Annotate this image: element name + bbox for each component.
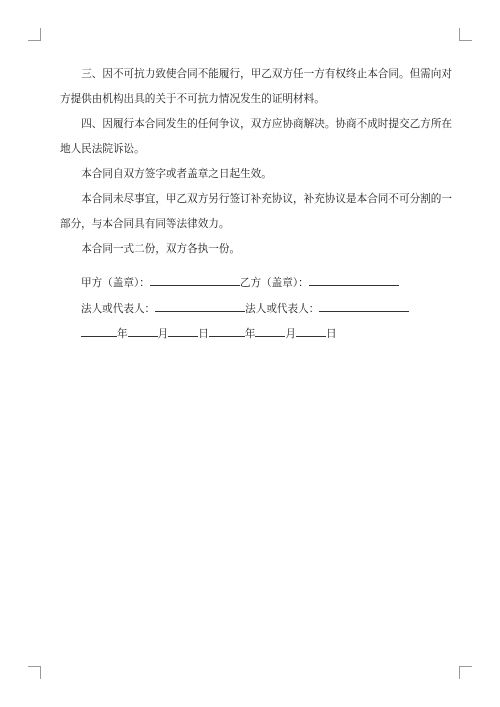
crop-mark-bottom-right: [459, 666, 472, 679]
party-b-seal-line: [309, 273, 399, 286]
contract-body: [60, 62, 452, 262]
copies-clause: 本合同一式二份，双方各执一份。: [81, 243, 241, 255]
party-b-year-label: 年: [244, 328, 256, 340]
party-a-seal-line: [150, 273, 240, 286]
party-a-year-line: [81, 324, 117, 337]
party-a-rep-label: 法人或代表人：: [81, 303, 156, 315]
crop-mark-top-left: [28, 28, 41, 41]
party-b-month-label: 月: [285, 328, 296, 340]
party-b-seal-label: 乙方（盖章）：: [239, 277, 309, 289]
representative-row: [81, 299, 409, 316]
clause-4-line-2: 地人民法院诉讼。: [60, 143, 145, 155]
party-a-year-label: 年: [117, 328, 128, 340]
supplement-clause-line-2: 部分，与本合同具有同等法律效力。: [60, 218, 230, 230]
clause-4-line-1: 四、因履行本合同发生的任何争议，双方应协商解决。协商不成时提交乙方所在: [81, 118, 452, 130]
supplement-clause-line-1: 本合同未尽事宜，甲乙双方另行签订补充协议，补充协议是本合同不可分割的一: [81, 193, 452, 205]
date-row: [81, 324, 337, 341]
party-b-rep-line: [319, 299, 409, 312]
crop-mark-top-right: [459, 28, 472, 41]
seal-row: [81, 273, 399, 290]
party-a-seal-label: 甲方（盖章）：: [81, 277, 150, 289]
party-a-month-label: 月: [157, 328, 169, 340]
effective-clause: 本合同自双方签字或者盖章之日起生效。: [81, 168, 272, 180]
party-b-month-line: [255, 324, 285, 337]
party-a-day-line: [168, 324, 198, 337]
party-a-rep-line: [155, 299, 245, 312]
crop-mark-bottom-left: [28, 666, 41, 679]
clause-3-line-2: 方提供由机构出具的关于不可抗力情况发生的证明材料。: [60, 93, 325, 105]
clause-3-line-1: 三、因不可抗力致使合同不能履行，甲乙双方任一方有权终止本合同。但需向对: [81, 68, 452, 80]
party-b-day-line: [296, 324, 326, 337]
party-a-day-label: 日: [198, 328, 209, 340]
party-a-month-line: [128, 324, 158, 337]
party-b-day-label: 日: [325, 328, 337, 340]
party-b-rep-label: 法人或代表人：: [245, 303, 320, 315]
party-b-year-line: [209, 324, 245, 337]
